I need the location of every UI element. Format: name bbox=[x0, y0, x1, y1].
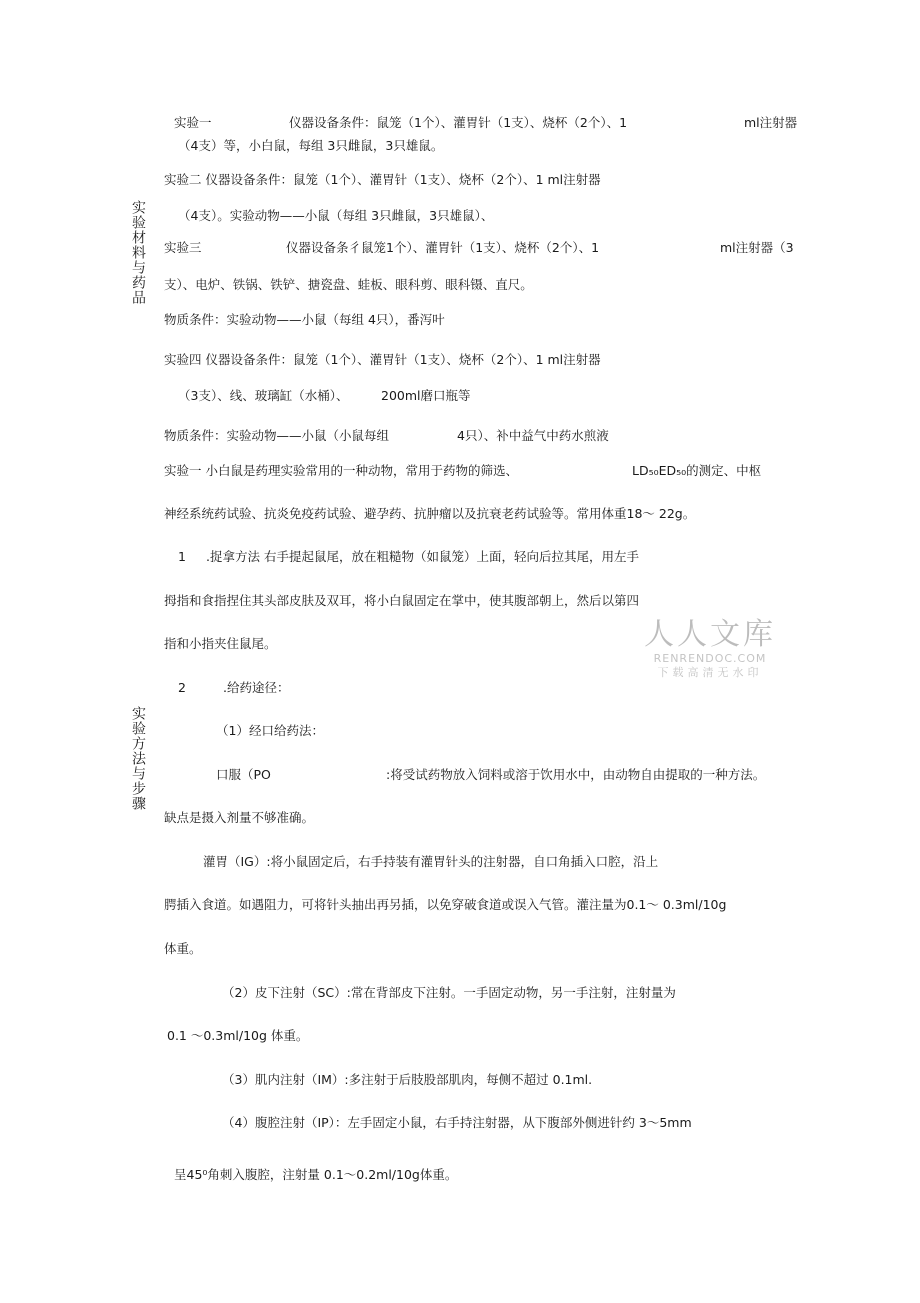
text-line: 1 bbox=[178, 549, 186, 564]
text-line: 实验二 仪器设备条件：鼠笼（1个）、灌胃针（1支）、烧杯（2个）、1 ml注射器 bbox=[164, 172, 601, 187]
text-line: 拇指和食指捏住其头部皮肤及双耳，将小白鼠固定在掌中，使其腹部朝上，然后以第四 bbox=[164, 593, 640, 608]
side-label-materials: 实验材料与药品 bbox=[130, 200, 146, 305]
text-line: （1）经口给药法： bbox=[216, 723, 324, 738]
text-line: 指和小指夹住鼠尾。 bbox=[164, 636, 277, 651]
text-line: （3支）、线、玻璃缸（水桶）、 bbox=[178, 388, 349, 403]
text-line: 实验一 小白鼠是药理实验常用的一种动物，常用于药物的筛选、 bbox=[164, 463, 518, 478]
text-line: LD₅₀ED₅₀的测定、中枢 bbox=[632, 463, 762, 478]
text-line: 神经系统药试验、抗炎免疫药试验、避孕药、抗肿瘤以及抗衰老药试验等。常用体重18～ 22g。 bbox=[164, 506, 696, 521]
text-line: 呈45⁰角刺入腹腔，注射量 0.1～0.2ml/10g体重。 bbox=[174, 1167, 458, 1182]
text-line: （4支）。实验动物——小鼠（每组 3只雌鼠，3只雄鼠）、 bbox=[178, 208, 494, 223]
text-line: （2）皮下注射（SC）:常在背部皮下注射。一手固定动物，另一手注射，注射量为 bbox=[222, 985, 676, 1000]
text-line: 仪器设备条件：鼠笼（1个）、灌胃针（1支）、烧杯（2个）、1 bbox=[289, 115, 628, 130]
text-line: 实验三 bbox=[164, 240, 202, 255]
watermark-title: 人人文库 bbox=[644, 617, 776, 652]
text-line: （4）腹腔注射（IP）：左手固定小鼠，右手持注射器，从下腹部外侧进针约 3～5mm bbox=[222, 1115, 692, 1130]
watermark-tagline: 下载高清无水印 bbox=[657, 666, 763, 679]
text-line: 口服（PO bbox=[216, 767, 271, 782]
watermark-domain: RENRENDOC.COM bbox=[653, 652, 767, 665]
text-line: :将受试药物放入饲料或溶于饮用水中，由动物自由提取的一种方法。 bbox=[386, 767, 766, 782]
text-line: 物质条件：实验动物——小鼠（小鼠每组 bbox=[164, 428, 390, 443]
text-line: 支）、电炉、铁锅、铁铲、搪瓷盘、蛙板、眼科剪、眼科镊、直尺。 bbox=[164, 277, 533, 292]
text-line: 仪器设备条彳鼠笼1个）、灌胃针（1支）、烧杯（2个）、1 bbox=[286, 240, 600, 255]
text-line: ml注射器 bbox=[744, 115, 798, 130]
side-label-methods: 实验方法与步骤 bbox=[130, 706, 146, 811]
text-line: 2 bbox=[178, 680, 186, 695]
text-line: .捉拿方法 右手提起鼠尾，放在粗糙物（如鼠笼）上面，轻向后拉其尾，用左手 bbox=[206, 549, 639, 564]
text-line: 实验四 仪器设备条件：鼠笼（1个）、灌胃针（1支）、烧杯（2个）、1 ml注射器 bbox=[164, 352, 601, 367]
watermark bbox=[640, 618, 780, 680]
text-line: 0.1 ～0.3ml/10g 体重。 bbox=[167, 1028, 309, 1043]
text-line: 缺点是摄入剂量不够准确。 bbox=[164, 810, 315, 825]
text-line: 200ml磨口瓶等 bbox=[381, 388, 471, 403]
text-line: 4只）、补中益气中药水煎液 bbox=[457, 428, 609, 443]
text-line: ml注射器（3 bbox=[720, 240, 794, 255]
text-line: （4支）等，小白鼠，每组 3只雌鼠，3只雄鼠。 bbox=[178, 138, 444, 153]
text-line: 腭插入食道。如遇阻力，可将针头抽出再另插，以免穿破食道或误入气管。灌注量为0.1～ 0.3ml/10g bbox=[164, 897, 727, 912]
text-line: 灌胃（IG）:将小鼠固定后，右手持装有灌胃针头的注射器，自口角插入口腔，沿上 bbox=[203, 854, 659, 869]
text-line: 物质条件：实验动物——小鼠（每组 4只），番泻叶 bbox=[164, 312, 445, 327]
text-line: .给药途径： bbox=[223, 680, 290, 695]
text-line: 实验一 bbox=[174, 115, 212, 130]
text-line: 体重。 bbox=[164, 941, 202, 956]
text-line: （3）肌内注射（IM）:多注射于后肢股部肌肉，每侧不超过 0.1ml. bbox=[222, 1072, 593, 1087]
